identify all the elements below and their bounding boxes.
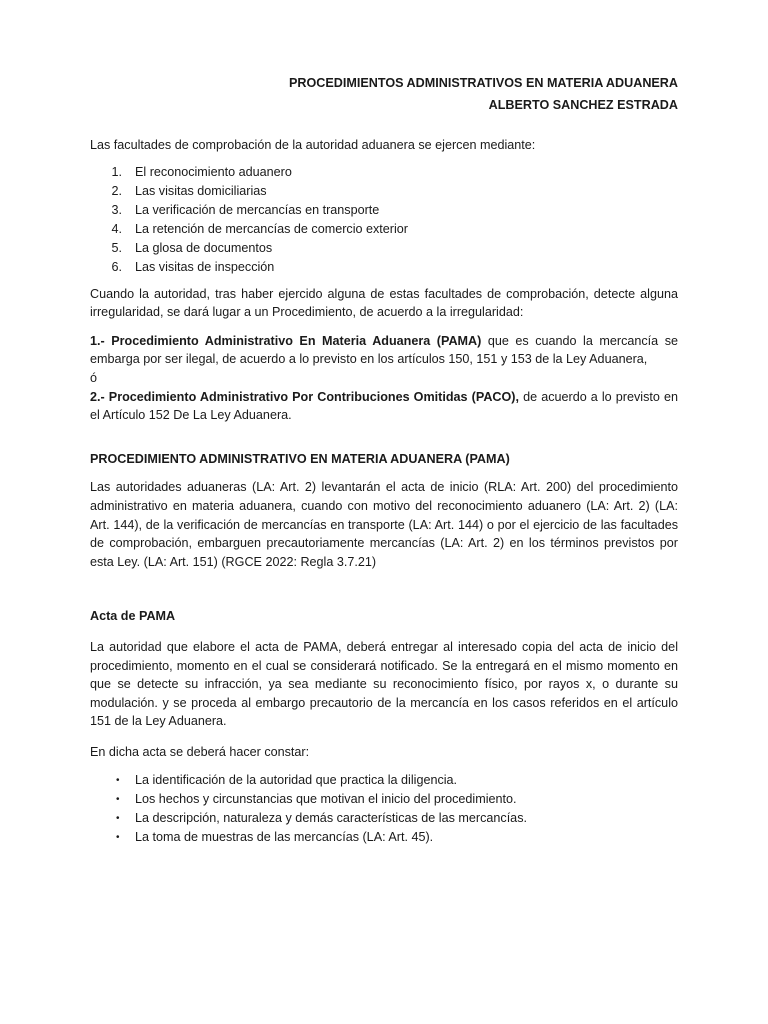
verification-list [90,163,678,277]
list-number: 5. [111,240,122,255]
list-number: 6. [111,259,122,274]
list-item-text: La retención de mercancías de comercio exterior [135,221,408,236]
option-pama-text: que es cuando la mercancía se embarga por ser ilegal, de acuerdo a lo previsto en los artículos 150, 151 y 153 de la Ley Aduanera, [90,333,678,367]
list-item [90,809,678,828]
list-item [90,828,678,847]
procedure-options [90,332,678,425]
list-number: 1. [111,164,122,179]
list-item-text: Las visitas domiciliarias [135,183,267,198]
list-item-text: El reconocimiento aduanero [135,164,292,179]
list-item-text: La glosa de documentos [135,240,273,255]
section-paragraph: Las autoridades aduaneras (LA: Art. 2) levantarán el acta de inicio (RLA: Art. 200) del procedimiento administrativo en materia aduanera, cuando con motivo del reconocimiento aduanero (LA: Art. 2) (LA: Art. 144), de la verificación de mercancías en transporte (LA: Art. 144) o por el ejercicio de las facultades de comprobación, embarguen precautoriamente mercancías (LA: Art. 2) en los términos previstos por esta Ley. (LA: Art. 151) (RGCE 2022: Regla 3.7.21) [90,480,678,569]
list-item [90,790,678,809]
list-item [90,258,678,277]
subsection-heading: Acta de PAMA [90,609,176,624]
list-item-text: La descripción, naturaleza y demás características de las mercancías. [135,811,527,826]
bullet-icon: • [116,813,120,825]
irregularity-paragraph: Cuando la autoridad, tras haber ejercido alguna de estas facultades de comprobación, detecte alguna irregularidad, se dará lugar a un Procedimiento, de acuerdo a la irregularidad: [90,286,678,320]
requirements-list [90,771,678,847]
option-pama-title: 1.- Procedimiento Administrativo En Materia Aduanera (PAMA) [90,333,482,348]
list-number: 3. [111,202,122,217]
list-item [90,239,678,258]
list-item [90,182,678,201]
option-paco-title: 2.- Procedimiento Administrativo Por Contribuciones Omitidas (PACO), [90,389,519,404]
or-separator: ó [90,370,98,385]
list-item [90,220,678,239]
list-item [90,163,678,182]
document-title: PROCEDIMIENTOS ADMINISTRATIVOS EN MATERIA ADUANERA [288,76,678,90]
bullet-icon: • [116,775,120,787]
section-heading: PROCEDIMIENTO ADMINISTRATIVO EN MATERIA ADUANERA (PAMA) [90,451,510,466]
list-number: 4. [111,221,122,236]
document-header [90,72,678,116]
bullet-icon: • [116,832,120,844]
list-item [90,201,678,220]
acta-paragraph: La autoridad que elabore el acta de PAMA, deberá entregar al interesado copia del acta de inicio del procedimiento, momento en el cual se considerará notificado. Se la entregará en el mismo momento en que se detecte su infracción, ya sea mediante su reconocimiento físico, por rayos x, o durante su modulación. y se proceda al embargo precautorio de la mercancía en los casos referidos en el artículo 151 de la Ley Aduanera. [90,639,678,729]
list-item-text: La verificación de mercancías en transporte [135,202,380,217]
list-item-text: La identificación de la autoridad que practica la diligencia. [135,773,458,788]
list-item [90,771,678,790]
bullet-icon: • [116,794,120,806]
list-number: 2. [111,183,122,198]
list-item-text: La toma de muestras de las mercancías (LA: Art. 45). [135,830,434,845]
option-paco-text: de acuerdo a lo previsto en el Artículo 152 De La Ley Aduanera. [90,389,678,423]
intro-paragraph: Las facultades de comprobación de la autoridad aduanera se ejercen mediante: [90,138,536,152]
document-page [90,72,678,847]
requirements-intro: En dicha acta se deberá hacer constar: [90,744,310,759]
list-item-text: Las visitas de inspección [135,259,275,274]
list-item-text: Los hechos y circunstancias que motivan el inicio del procedimiento. [135,792,517,807]
document-author: ALBERTO SANCHEZ ESTRADA [488,98,678,112]
